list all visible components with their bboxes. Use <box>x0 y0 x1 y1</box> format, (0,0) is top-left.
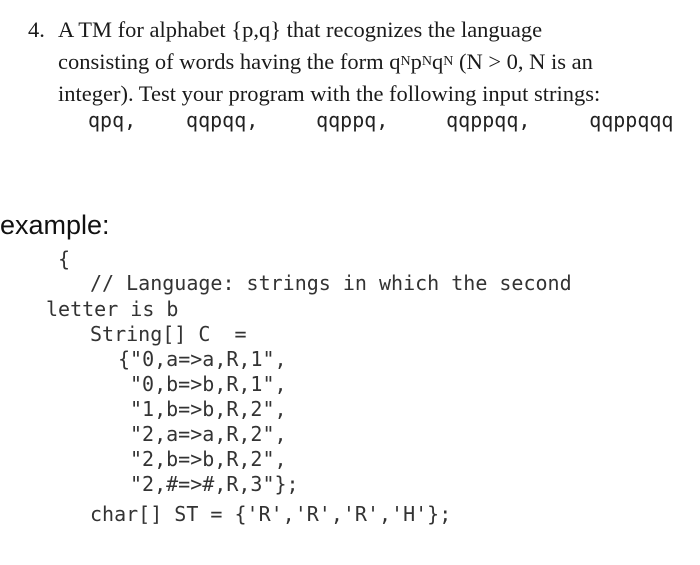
code-comment-continuation: letter is b <box>46 297 179 321</box>
problem-line-1: A TM for alphabet {p,q} that recognizes the language <box>58 17 543 42</box>
code-declaration: String[] C = <box>90 322 247 346</box>
test-string: qqppqqq <box>589 108 674 132</box>
example-label: example: <box>0 210 110 240</box>
code-rule: {"0,a=>a,R,1", <box>118 347 287 371</box>
code-rule: "2,b=>b,R,2", <box>130 447 287 471</box>
problem-number: 4. <box>28 17 45 42</box>
code-rule: "0,b=>b,R,1", <box>130 372 287 396</box>
problem-line-3: integer). Test your program with the following input strings: <box>58 81 601 106</box>
code-comment: // Language: strings in which the second <box>90 271 572 295</box>
problem-line-2-tail: (N > 0, N is an <box>453 49 593 74</box>
test-string: qqppqq, <box>446 108 531 132</box>
code-rule: "2,#=>#,R,3"}; <box>130 472 299 496</box>
code-rule: "2,a=>a,R,2", <box>130 422 287 446</box>
problem-line-2 <box>58 46 593 82</box>
superscript-n-1: N <box>400 54 411 69</box>
superscript-n-2: N <box>421 54 432 69</box>
test-strings <box>88 108 673 132</box>
letter-q: q <box>431 49 444 74</box>
code-st-declaration: char[] ST = {'R','R','R','H'}; <box>90 502 452 526</box>
test-string: qpq, <box>88 108 137 132</box>
superscript-n-3: N <box>443 54 454 69</box>
test-string: qqpqq, <box>186 108 259 132</box>
code-rule: "1,b=>b,R,2", <box>130 397 287 421</box>
code-open-brace: { <box>58 247 71 271</box>
problem-line-2-text: consisting of words having the form q <box>58 49 401 74</box>
test-string: qqppq, <box>316 108 389 132</box>
letter-p: p <box>410 49 422 74</box>
